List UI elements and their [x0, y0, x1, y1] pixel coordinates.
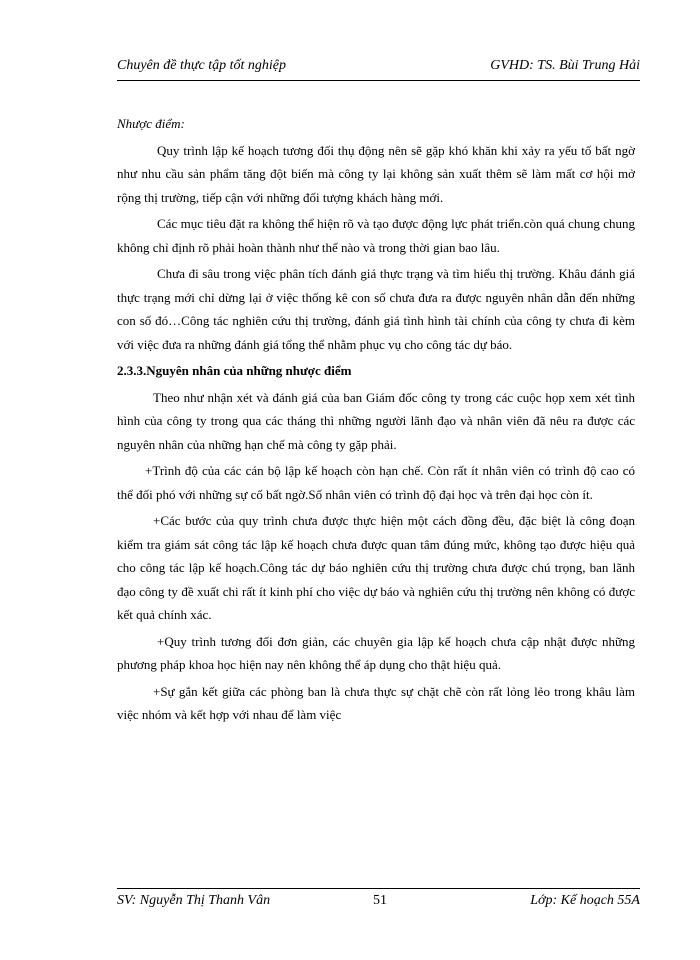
header-supervisor: GVHD: TS. Bùi Trung Hải [490, 58, 640, 73]
footer-student: SV: Nguyễn Thị Thanh Vân [117, 893, 271, 908]
page-content [117, 112, 635, 730]
paragraph-3: Chưa đi sâu trong việc phân tích đánh giá thực trạng và tìm hiểu thị trường. Khâu đánh giá thực trạng mới chỉ dừng lại ở việc thống kê con số chưa đưa ra được nguyên nhân dẫn đến những con số đó…Công tác nghiên cứu thị trường, đánh giá tình hình tài chính của công ty chưa đi kèm với việc đưa ra những đánh giá tổng thể nhằm phục vụ cho công tác dự báo. [117, 266, 635, 352]
paragraph-4: Theo như nhận xét và đánh giá của ban Giám đốc công ty trong các cuộc họp xem xét tình hình của công ty trong qua các tháng thì những người lãnh đạo và nhân viên đã nêu ra được các nguyên nhân của những hạn chế mà công ty gặp phải. [117, 389, 635, 452]
header-document-title: Chuyên đề thực tập tốt nghiệp [117, 58, 286, 73]
paragraph-5: +Trình độ của các cán bộ lập kế hoạch còn hạn chế. Còn rất ít nhân viên có trình độ cao có thể đối phó với những sự cố bất ngờ.Số nhân viên có trình độ đại học và trên đại học còn ít. [117, 463, 635, 502]
page-footer [117, 888, 640, 913]
paragraph-2: Các mục tiêu đặt ra không thể hiện rõ và tạo được động lực phát triển.còn quá chung chung không chỉ định rõ phải hoàn thành như thế nào và trong thời gian bao lâu. [117, 216, 635, 255]
section-heading: 2.3.3.Nguyên nhân của những nhược điểm [117, 363, 352, 378]
paragraph-8: +Sự gắn kết giữa các phòng ban là chưa thực sự chặt chẽ còn rất lỏng lẻo trong khâu làm việc nhóm và kết hợp với nhau để làm việc [117, 683, 635, 722]
weakness-label: Nhược điểm: [117, 116, 185, 131]
footer-class: Lớp: Kế hoạch 55A [530, 893, 640, 908]
page-number: 51 [373, 893, 387, 908]
paragraph-7: +Quy trình tương đối đơn giản, các chuyên gia lập kế hoạch chưa cập nhật được những phương pháp khoa học hiện nay nên không thể áp dụng cho thật hiệu quả. [117, 633, 635, 672]
paragraph-6: +Các bước của quy trình chưa được thực hiện một cách đồng đều, đặc biệt là công đoạn kiểm tra giám sát công tác lập kế hoạch chưa được quan tâm đúng mức, không tạo được hiệu quả cho công tác lập kế hoạch.Công tác dự báo nghiên cứu thị trường chưa được chú trọng, ban lãnh đạo công ty đề xuất chi rất ít kinh phí cho việc dự báo và nghiên cứu thị trường nên không có được kết quả chính xác. [117, 513, 635, 622]
paragraph-1: Quy trình lập kế hoạch tương đối thụ động nên sẽ gặp khó khăn khi xảy ra yếu tố bất ngờ như nhu cầu sản phẩm tăng đột biến mà công ty lại không sản xuất thêm sẽ làm mất cơ hội mở rộng thị trường, tiếp cận với những đối tượng khách hàng mới. [117, 142, 635, 205]
page-header [117, 58, 640, 81]
